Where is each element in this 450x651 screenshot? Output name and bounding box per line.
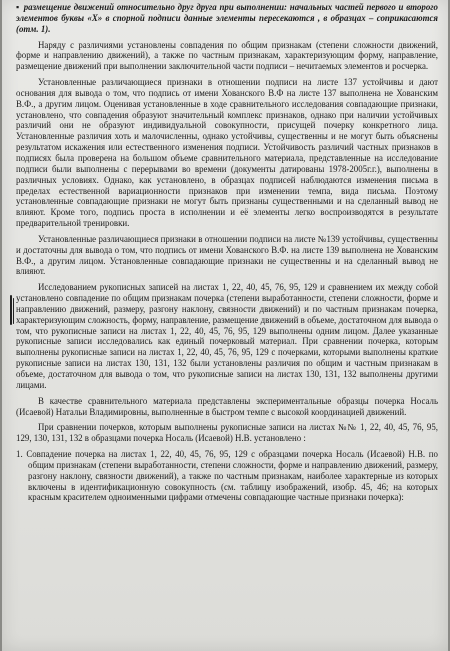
paragraph: При сравнении почерков, которым выполнены рукописные записи на листах №№ 1, 22, 40, 45, 76, 95, 129, 130, 131, 132 в образцами почерка Носаль (Исаевой) Н.В. установлено : — [16, 422, 438, 444]
document-page — [2, 0, 448, 651]
paragraph: Наряду с различиями установлены совпадения по общим признакам (степени сложности движений, форме и направлению движений), а также по частным признакам, характеризующим форму, направление, размещение движений при выполнении заключительной части подписи – нечитаемых элементов и росчерка. — [16, 39, 438, 72]
bullet-icon: ▪ — [16, 2, 20, 12]
document-body — [16, 2, 438, 508]
paragraph: В качестве сравнительного материала представлены экспериментальные образцы почерка Носаль (Исаевой) Натальи Владимировны, выполненные в быстром темпе с высокой координацией движений. — [16, 395, 438, 417]
margin-mark — [13, 298, 14, 324]
paragraph: Установленные различающиеся признаки в отношении подписи на листе 137 устойчивы и дают основания для вывода о том, что подпись от имени Хованского В.Ф на листе 137 выполнена не Хованским В.Ф., а другим лицом. Оценивая установленные в ходе сравнительного исследования совпадающие признаки, установлено, что совпадения образуют значительный комплекс признаков, однако при наличии устойчивых различий они не образуют индивидуальной совокупности, присущей почерку конкретного лица. Установленные различия хоть и малочисленны, однако устойчивы, существенны и не могут быть объяснены результатом искажения или естественного изменения подписи. Устойчивость различий частных признаков в подписях была проверена на большом объеме сравнительного материала, представленные на исследование подписи были выполнены с перерывами во времени (документы датированы 1978-2005г.г.), выполнены в различных условиях. Однако, как установлено, в образцах подписей наблюдаются изменения письма в пределах естественной вариационности признаков при изменении темпа, вида письма. Поэтому установленные совпадающие признаки не могут быть признаны существенными и на сделанный вывод не влияют. Кроме того, подпись проста в исполнении и её элементы легко воспроизводятся в результате предварительной тренировки. — [16, 77, 438, 229]
paragraph-continuation — [16, 2, 438, 35]
paragraph: Исследованием рукописных записей на листах 1, 22, 40, 45, 76, 95, 129 и сравнением их между собой установлено совпадение по общим признакам почерка (степени выработанности, степени сложности, форме и направлению движений, размеру, разгону наклону, связности движений) и по частным признакам почерка, характеризующим сложность, форму, направление, размещение движений в объеме, достаточном для вывода о том, что рукописные записи на листах 1, 22, 40, 45, 76, 95, 129 выполнены одним лицом. Далее указанные рукописные записи исследовались как единый почерковый материал. При сравнении почерка, которым выполнены рукописные записи на листах 1, 22, 40, 45, 76, 95, 129 с почерками, которыми выполнены краткие рукописные записи на листах 130, 131, 132 были установлены различия по общим и частным признакам в объеме, достаточном для вывода о том, что рукописные записи на листах 130, 131, 132 выполнены другими лицами. — [16, 282, 438, 390]
paragraph-text: размещение движений относительно друг друга при выполнении: начальных частей первого и второго элементов буквы «Х» в спорной подписи данные элементы пересекаются , в образцах – соприкасаются (отм. 1). — [16, 2, 438, 34]
margin-mark — [10, 295, 12, 325]
paragraph: Установленные различающиеся признаки в отношении подписи на листе №139 устойчивы, существенны и достаточны для вывода о том, что подпись от имени Хованского В.Ф. на листе 139 выполнена не Хованским В.Ф., а другим лицом. Установленные совпадающие признаки не существенны и на сделанный вывод не влияют. — [16, 233, 438, 277]
list-item: 1. Совпадение почерка на листах 1, 22, 40, 45, 76, 95, 129 с образцами почерка Носаль (Исаевой) Н.В. по общим признакам (степени выработанности, степени сложности, форме и направлению движений, размеру, разгону наклону, связности движений), а также по частным признакам, наиболее характерные из которых включены в идентификационную совокупность (см. таблицу изображений, изобр. 45, 46; на которых красным красителем одноименными цифрами отмечены совпадающие частные признаки почерка): — [16, 449, 438, 503]
